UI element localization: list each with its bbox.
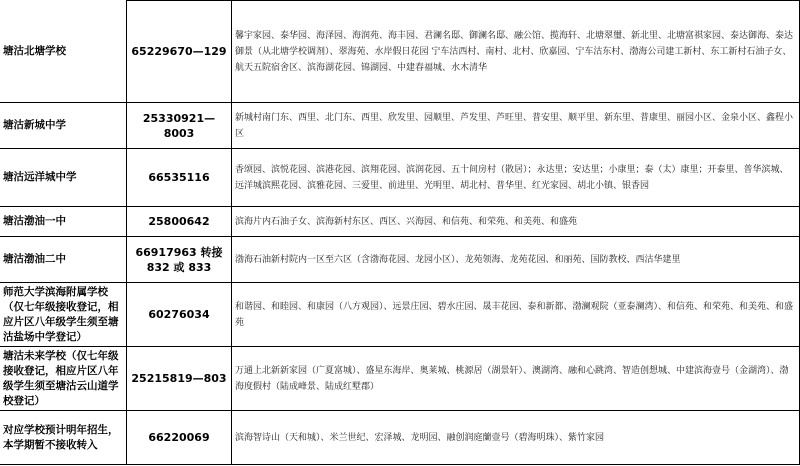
school-area: 滨海片内石油子女、滨海新村东区、西区、兴海园、和信苑、和荣苑、和美苑、和盛苑 [232, 207, 800, 237]
school-name: 师范大学滨海附属学校（仅七年级接收登记，相应片区八年级学生须至塘沽盐场中学登记） [0, 283, 127, 347]
school-phone: 66917963 转接 832 或 833 [127, 237, 232, 283]
school-area: 万通上北新新家园（广夏富城）、盛星东海岸、奥莱城、桃源居（湖景轩）、澳湖湾、融和心跳湾、智造创想城、中建滨海壹号（金湖湾）、渤海度假村（陆成峰景、陆成红墅郡） [232, 347, 800, 411]
table-row [0, 149, 800, 207]
school-name: 塘沽北塘学校 [0, 1, 127, 103]
school-name: 对应学校预计明年招生，本学期暂不接收转入 [0, 411, 127, 465]
school-area: 馨宇家园、泰华园、海泽园、海润苑、海丰园、君澜名邸、御澜名邸、融公馆、揽海轩、北塘翠璽、新北里、北塘富祺家园、泰达御海、泰达御景（从北塘学校调剂）、翠海苑、水岸假日花园 宁车沽西村、南村、北村、欣嘉园、宁车沽东村、渤海公司建工新村、东工新村石油子女、航天五院宿舍区、滨海湖花园、锦湖园、中建春福城、水木清华 [232, 1, 800, 103]
school-phone: 65229670—129 [127, 1, 232, 103]
school-phone: 25800642 [127, 207, 232, 237]
school-area: 新城村南门东、西里、北门东、西里、欣发里、园顺里、芦发里、芦旺里、普安里、顺平里、新东里、普康里、丽园小区、金泉小区、鑫程小区 [232, 103, 800, 149]
school-phone: 66220069 [127, 411, 232, 465]
table-row [0, 283, 800, 347]
school-area: 香颂园、滨悦花园、滨港花园、滨翔花园、滨润花园、五十间房村（散居）；永达里；安达里；小康里；泰（太）康里；开泰里、普华滨城、远洋城滨熙花园、滨雅花园、三爱里、前进里、光明里、胡北村、普华里、红光家园、胡北小镇、银香园 [232, 149, 800, 207]
school-name: 塘沽未来学校（仅七年级接收登记，相应片区八年级学生须至塘沽云山道学校登记） [0, 347, 127, 411]
school-name: 塘沽远洋城中学 [0, 149, 127, 207]
table-row [0, 411, 800, 465]
table-row [0, 347, 800, 411]
school-area: 滨海智诗山（天和城）、米兰世纪、宏泽城、龙明园、融创润庭蘭壹号（碧海明珠）、紫竹家园 [232, 411, 800, 465]
school-area: 渤海石油新村院内一区至六区（含渤海花园、龙园小区）、龙苑领海、龙苑花园、和丽苑、国防教校、西沽华建里 [232, 237, 800, 283]
table-row [0, 103, 800, 149]
school-phone: 25330921—8003 [127, 103, 232, 149]
table-row [0, 237, 800, 283]
table-row [0, 207, 800, 237]
school-phone: 60276034 [127, 283, 232, 347]
school-name: 塘沽渤油二中 [0, 237, 127, 283]
school-name: 塘沽渤油一中 [0, 207, 127, 237]
school-phone: 25215819—803 [127, 347, 232, 411]
table-row [0, 1, 800, 103]
school-area: 和谐园、和睦园、和康园（八方观园）、远景庄园、碧水庄园、晟丰花园、泰和新都、渤澜观院（亚泰澜湾）、和信苑、和荣苑、和美苑、和盛苑 [232, 283, 800, 347]
school-name: 塘沽新城中学 [0, 103, 127, 149]
school-phone: 66535116 [127, 149, 232, 207]
